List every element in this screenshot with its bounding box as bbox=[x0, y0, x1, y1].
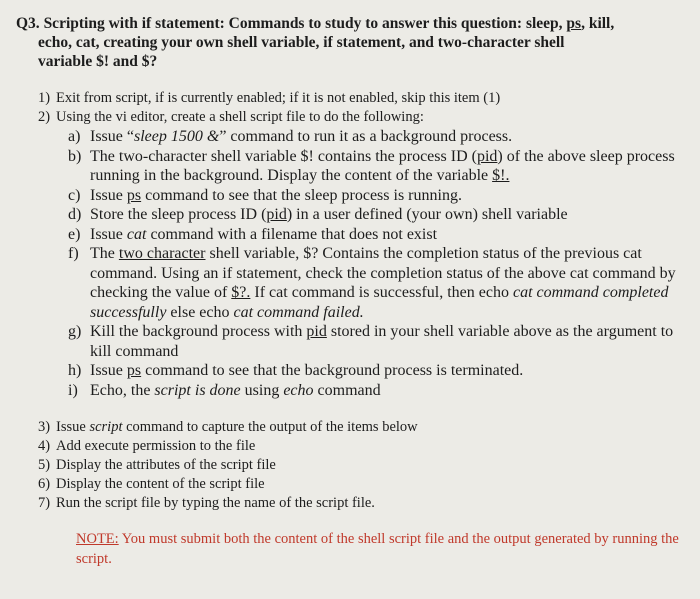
sub-item-b: b) The two-character shell variable $! contains the process ID (pid) of the above sleep process running in the background. Display the content of the variable $!. bbox=[68, 147, 675, 184]
sub-item-f: f) The two character shell variable, $? Contains the completion status of the previous cat command. Using an if statement, check the completion status of the above cat command by checking the value of $?. If cat command is successful, then echo cat command completed successfully else echo cat command failed. bbox=[68, 245, 676, 321]
sub-list bbox=[16, 127, 684, 400]
sub-item-h: h) Issue ps command to see that the background process is terminated. bbox=[68, 362, 524, 379]
instruction-list-2 bbox=[16, 418, 684, 513]
question-label: Q3. bbox=[16, 15, 40, 32]
item-2: 2) Using the vi editor, create a shell script file to do the following: bbox=[38, 109, 424, 125]
sub-item-a: a) Issue “sleep 1500 &” command to run it as a background process. bbox=[68, 128, 513, 145]
item-3: 3) Issue script command to capture the output of the items below bbox=[38, 419, 418, 435]
sub-item-i: i) Echo, the script is done using echo command bbox=[68, 381, 381, 399]
item-7: 7) Run the script file by typing the name of the script file. bbox=[38, 495, 375, 511]
sub-item-d: d) Store the sleep process ID (pid) in a user defined (your own) shell variable bbox=[68, 206, 568, 223]
sub-item-g: g) Kill the background process with pid stored in your shell variable above as the argument to kill command bbox=[68, 323, 674, 360]
sub-item-e: e) Issue cat command with a filename that does not exist bbox=[68, 225, 438, 243]
item-5: 5) Display the attributes of the script file bbox=[38, 457, 276, 473]
item-1: 1) Exit from script, if is currently enabled; if it is not enabled, skip this item (1) bbox=[38, 90, 501, 106]
item-6: 6) Display the content of the script file bbox=[38, 476, 265, 492]
instruction-list bbox=[16, 89, 684, 127]
sub-item-c: c) Issue ps command to see that the sleep process is running. bbox=[68, 186, 462, 204]
question-title: Q3. Scripting with if statement: Commands to study to answer this question: sleep, ps, kill, echo, cat, creating your own shell variable, if statement, and two-character shell variable $! and $? bbox=[16, 15, 615, 70]
item-4: 4) Add execute permission to the file bbox=[38, 438, 256, 454]
submission-note: NOTE: You must submit both the content of the shell script file and the output generated by running the script. bbox=[76, 531, 679, 567]
